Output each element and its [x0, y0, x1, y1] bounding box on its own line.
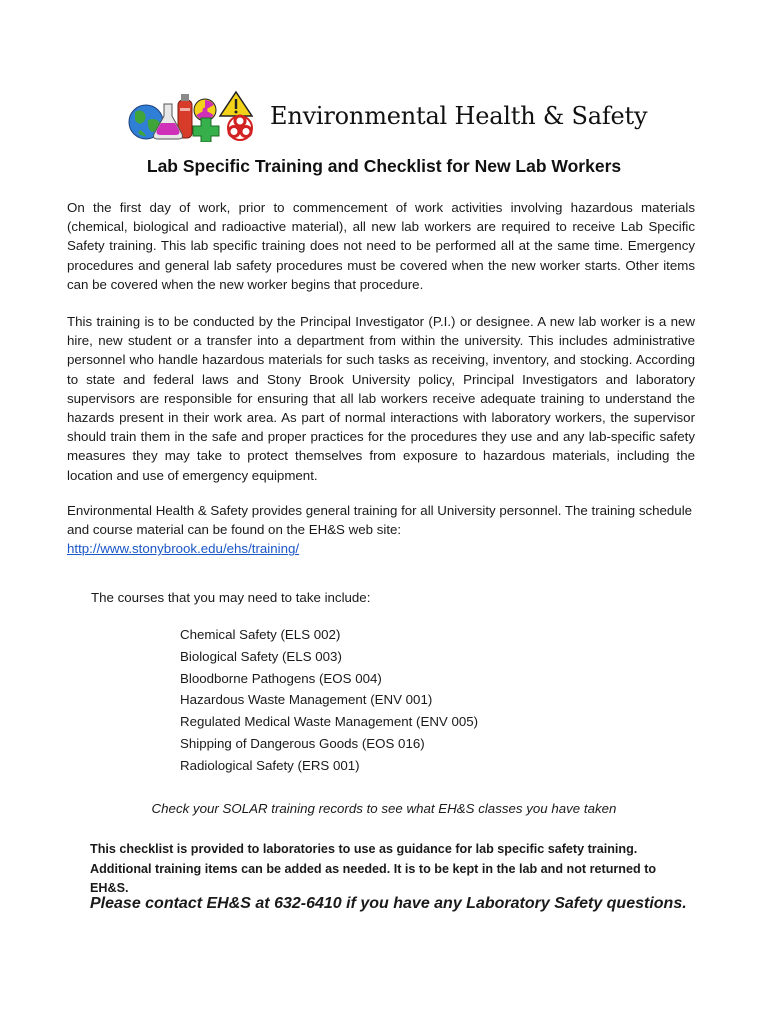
checklist-note: This checklist is provided to laboratories to use as guidance for lab specific safety training. Additional training items can be added as needed. It is to be kept in the lab and not returned to EH&S. — [90, 842, 657, 895]
contact-note: Please contact EH&S at 632-6410 if you have any Laboratory Safety questions. — [90, 895, 687, 912]
course-item: Hazardous Waste Management (ENV 001) — [180, 692, 433, 708]
solar-note: Check your SOLAR training records to see what EH&S classes you have taken — [151, 801, 617, 816]
course-item: Radiological Safety (ERS 001) — [180, 757, 360, 773]
course-item: Shipping of Dangerous Goods (EOS 016) — [180, 735, 425, 751]
course-item: Biological Safety (ELS 003) — [180, 648, 342, 664]
org-name: Environmental Health & Safety — [270, 102, 648, 130]
biohazard-icon — [228, 116, 252, 140]
courses-intro: The courses that you may need to take include: — [91, 590, 371, 605]
course-list — [180, 624, 478, 777]
responsibility-paragraph: This training is to be conducted by the Principal Investigator (P.I.) or designee. A new lab worker is a new hire, new student or a transfer into a department from within the university. This includes administrative personnel who handle hazardous materials for such tasks as receiving, inventory, and stocking. According to state and federal laws and Stony Brook University policy, Principal Investigators and laboratory supervisors are responsible for ensuring that all lab workers receive adequate training to understand the hazards present in their work area. As part of normal interactions with laboratory workers, the supervisor should train them in the safe and proper practices for the procedures they use and any lab-specific safety measures they may take to protect themselves from exposure to hazardous materials, including the location and use of emergency equipment. — [67, 314, 695, 483]
course-item: Chemical Safety (ELS 002) — [180, 627, 341, 642]
intro-paragraph: On the first day of work, prior to commencement of work activities involving hazardous materials (chemical, biological and radioactive material), all new lab workers are required to receive Lab Specific Safety training. This lab specific training does not need to be performed all at the same time. Emergency procedures and general lab safety procedures must be covered when the new worker starts. Other items can be covered when the new worker begins that procedure. — [67, 200, 695, 292]
course-item: Bloodborne Pathogens (EOS 004) — [180, 670, 382, 686]
warning-triangle-icon — [220, 92, 252, 116]
course-item: Regulated Medical Waste Management (ENV 005) — [180, 714, 479, 730]
header — [126, 90, 647, 142]
general-training-paragraph — [67, 501, 695, 559]
medical-cross-icon — [193, 118, 219, 142]
ehs-logo — [126, 90, 260, 142]
general-training-text: Environmental Health & Safety provides general training for all University personnel. The training schedule and course material can be found on the EH&S web site: — [67, 503, 693, 538]
document-title: Lab Specific Training and Checklist for New Lab Workers — [146, 156, 622, 176]
training-link[interactable]: http://www.stonybrook.edu/ehs/training/ — [67, 541, 300, 557]
